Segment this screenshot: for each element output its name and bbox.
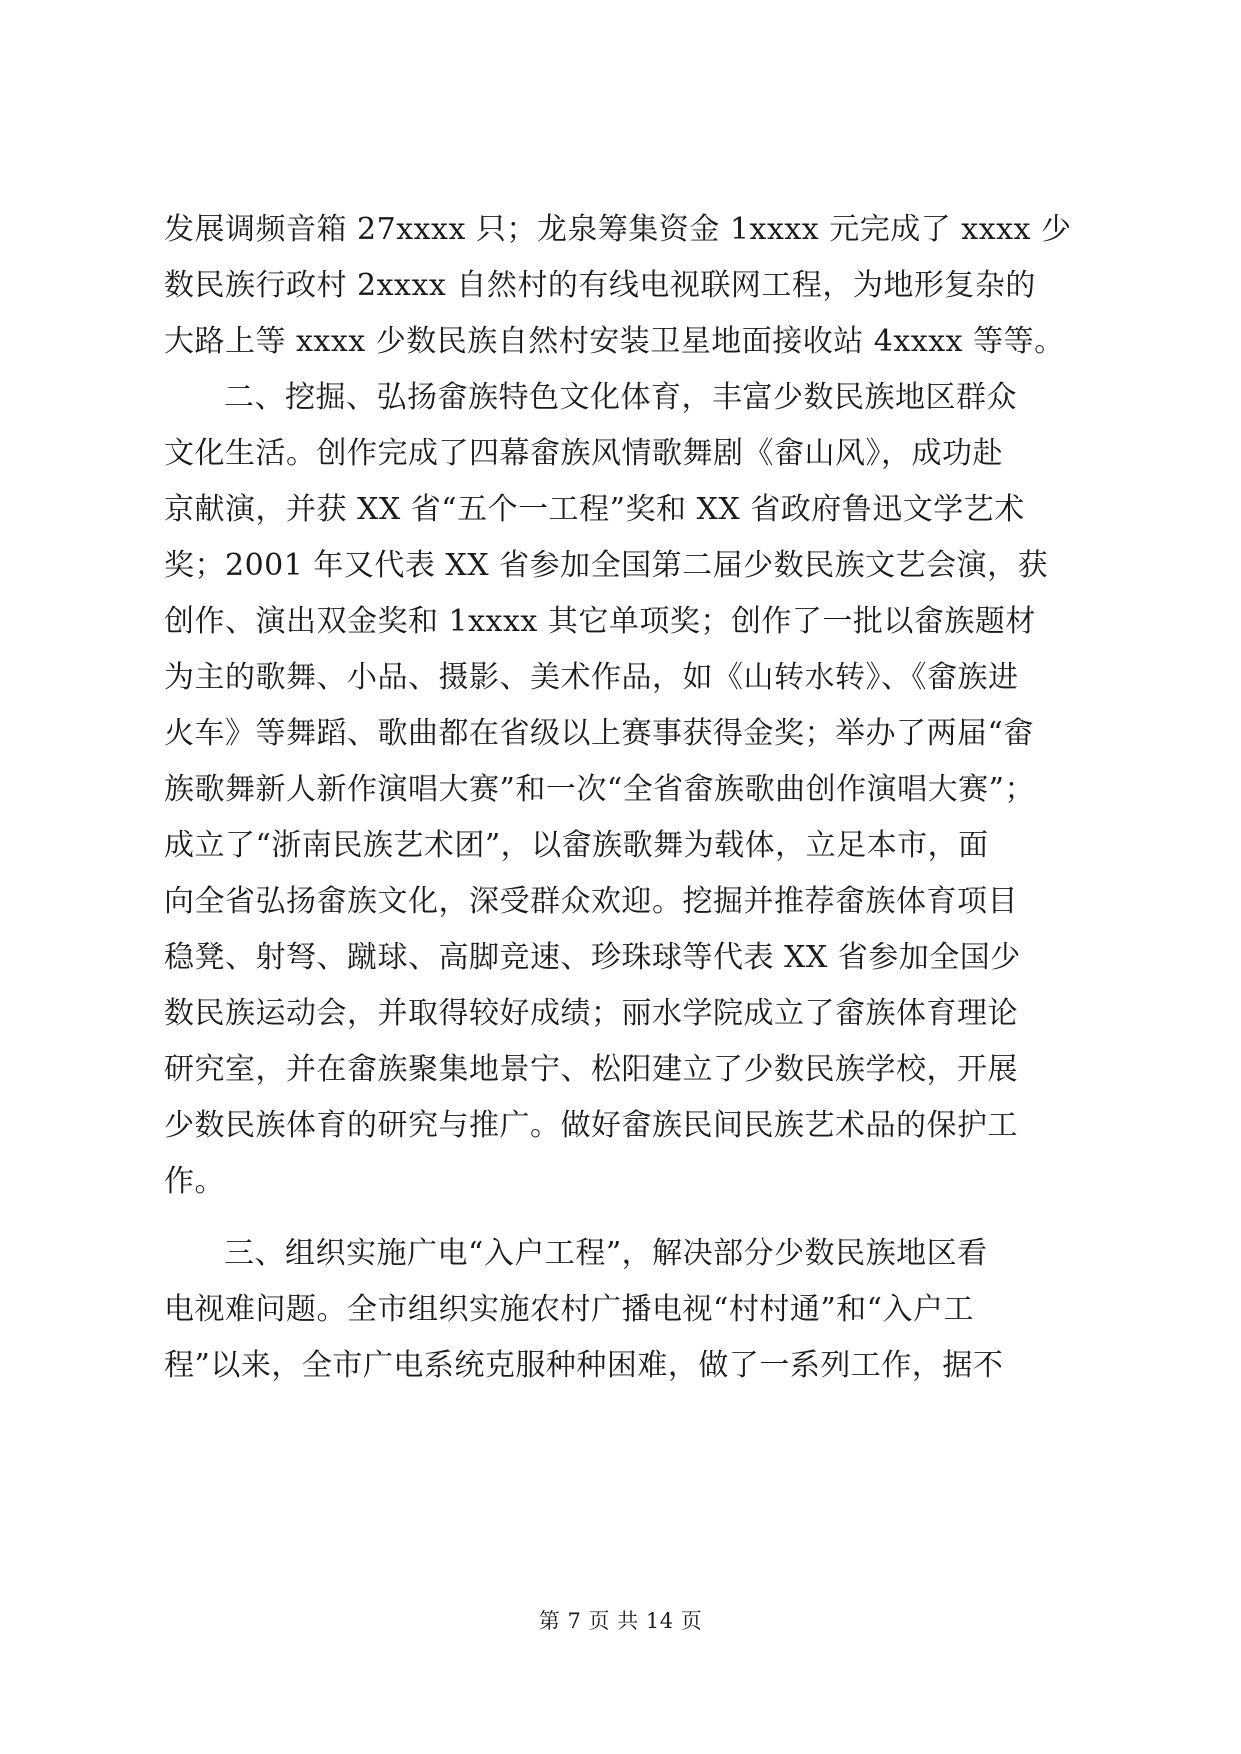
text-line: 为主的歌舞、小品、摄影、美术作品，如《山转水转》、《畲族进: [164, 660, 1019, 695]
text-line: 少数民族体育的研究与推广。做好畲族民间民族艺术品的保护工: [164, 1108, 1018, 1143]
section-heading-line: 二、挖掘、弘扬畲族特色文化体育，丰富少数民族地区群众: [224, 380, 1017, 415]
text-line: 数民族行政村 2xxxx 自然村的有线电视联网工程，为地形复杂的: [164, 268, 1036, 303]
text-line: 文化生活。创作完成了四幕畲族风情歌舞剧《畲山风》，成功赴: [164, 436, 1003, 471]
text-line: 作。: [164, 1164, 225, 1199]
page-number-footer: 第 7 页 共 14 页: [538, 1609, 703, 1633]
text-line: 族歌舞新人新作演唱大赛”和一次“全省畲族歌曲创作演唱大赛”；: [164, 772, 1036, 807]
section-heading-line: 三、组织实施广电“入户工程”，解决部分少数民族地区看: [224, 1236, 988, 1271]
text-line: 奖；2001 年又代表 XX 省参加全国第二届少数民族文艺会演，获: [164, 548, 1049, 583]
text-line: 稳凳、射弩、蹴球、高脚竞速、珍珠球等代表 XX 省参加全国少: [164, 940, 1021, 975]
text-line: 大路上等 xxxx 少数民族自然村安装卫星地面接收站 4xxxx 等等。: [164, 324, 1065, 359]
text-line: 向全省弘扬畲族文化，深受群众欢迎。挖掘并推荐畲族体育项目: [164, 884, 1018, 919]
text-line: 程”以来，全市广电系统克服种种困难，做了一系列工作，据不: [164, 1348, 1004, 1383]
text-line: 发展调频音箱 27xxxx 只；龙泉筹集资金 1xxxx 元完成了 xxxx 少: [164, 212, 1072, 247]
text-line: 电视难问题。全市组织实施农村广播电视“村村通”和“入户工: [164, 1292, 975, 1327]
text-line: 数民族运动会，并取得较好成绩；丽水学院成立了畲族体育理论: [164, 996, 1018, 1031]
text-line: 创作、演出双金奖和 1xxxx 其它单项奖；创作了一批以畲族题材: [164, 604, 1036, 639]
text-line: 研究室，并在畲族聚集地景宁、松阳建立了少数民族学校，开展: [164, 1052, 1018, 1087]
text-line: 火车》等舞蹈、歌曲都在省级以上赛事获得金奖；举办了两届“畲: [164, 716, 1034, 751]
text-line: 京献演，并获 XX 省“五个一工程”奖和 XX 省政府鲁迅文学艺术: [164, 492, 1025, 527]
text-line: 成立了“浙南民族艺术团”，以畲族歌舞为载体，立足本市，面: [164, 828, 989, 863]
